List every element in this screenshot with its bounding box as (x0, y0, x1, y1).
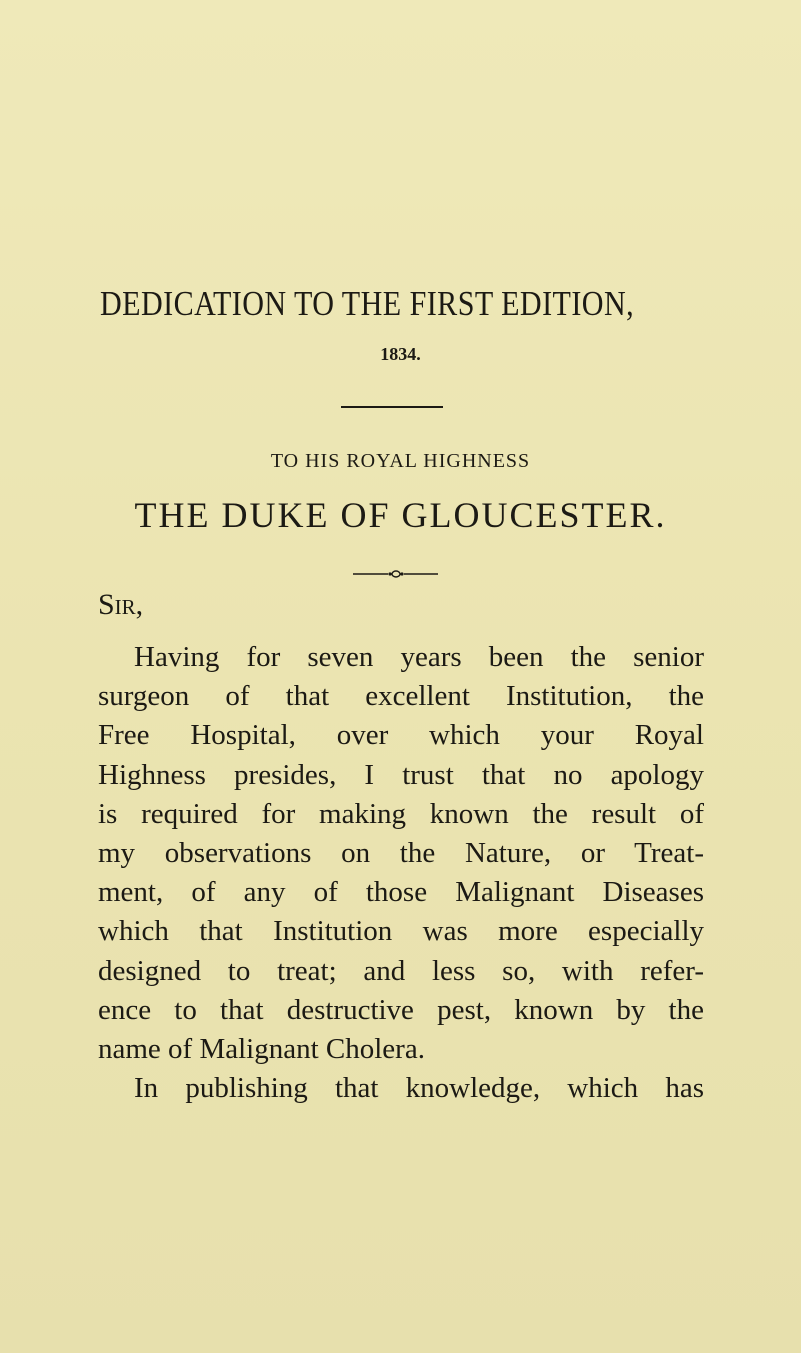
edition-year: 1834. (380, 344, 421, 364)
duke-title: THE DUKE OF GLOUCESTER. (134, 495, 667, 535)
body-line: surgeon of that excellent Institution, the (98, 680, 704, 713)
body-line: my observations on the Nature, or Treat- (98, 836, 704, 869)
salutation: Sir, (98, 588, 144, 621)
body-line: name of Malignant Cholera. (98, 1032, 425, 1065)
body-line: which that Institution was more especially (98, 915, 704, 948)
body-line: Highness presides, I trust that no apology (98, 758, 704, 791)
divider-rule (341, 406, 443, 408)
body-line: Having for seven years been the senior (134, 641, 704, 673)
body-line: ment, of any of those Malignant Diseases (98, 876, 704, 909)
body-line: designed to treat; and less so, with refer- (98, 954, 704, 987)
body-line: ence to that destructive pest, known by the (98, 993, 704, 1026)
ornament-divider (350, 568, 440, 580)
dedication-body (98, 638, 704, 1108)
body-line: In publishing that knowledge, which has (134, 1072, 704, 1105)
body-line: is required for making known the result of (98, 797, 704, 830)
body-line: Free Hospital, over which your Royal (98, 719, 704, 752)
dedicatee-line: TO HIS ROYAL HIGHNESS (270, 450, 531, 472)
dedication-title: DEDICATION TO THE FIRST EDITION, (100, 284, 635, 323)
